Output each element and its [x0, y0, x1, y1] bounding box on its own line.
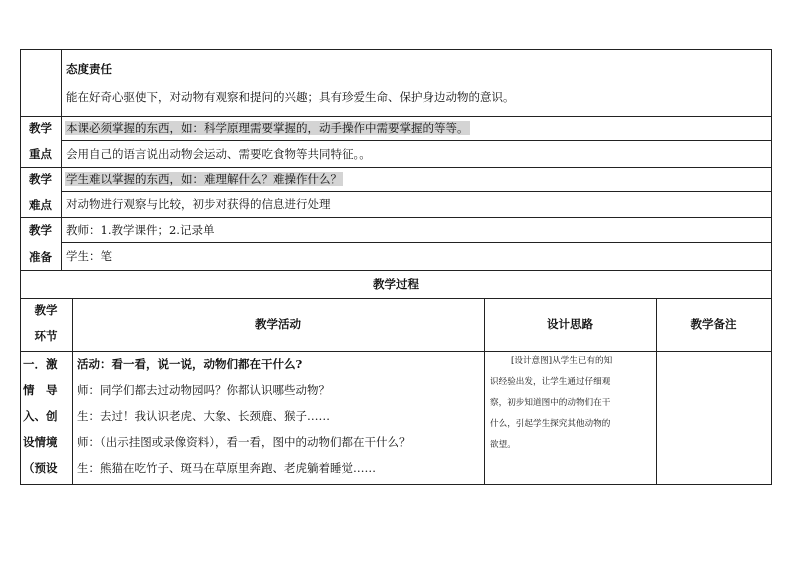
- stage-line: 一．激: [23, 357, 58, 371]
- header-link-2: 环节: [34, 329, 58, 343]
- header-notes: 教学备注: [690, 317, 737, 331]
- difficulty-label-1: 教学: [29, 172, 52, 186]
- design-line: 识经验出发，让学生通过仔细观: [490, 377, 611, 387]
- prep-label-2: 准备: [29, 250, 52, 264]
- key-highlight-text: 本课必须掌握的东西，如：科学原理需要掌握的，动手操作中需要掌握的等等。: [66, 121, 469, 135]
- table-border: [61, 140, 772, 141]
- activity-line: 师：同学们都去过动物园吗？你都认识哪些动物？: [77, 383, 330, 397]
- process-title: 教学过程: [373, 277, 419, 291]
- design-line: [设计意图]从学生已有的知: [511, 356, 613, 366]
- table-border: [20, 484, 772, 485]
- prep-student: 学生：笔: [66, 249, 112, 263]
- table-border: [771, 49, 772, 485]
- design-line: 欲望。: [490, 440, 516, 450]
- attitude-text: 能在好奇心驱使下，对动物有观察和提问的兴趣；具有珍爱生命、保护身边动物的意识。: [66, 90, 515, 104]
- prep-teacher: 教师：1.教学课件；2.记录单: [66, 223, 215, 237]
- stage-line: （预设: [23, 461, 58, 475]
- table-border: [61, 191, 772, 192]
- difficulty-label-2: 难点: [29, 198, 52, 212]
- key-highlight: [65, 120, 470, 136]
- table-border: [20, 167, 772, 168]
- design-line: 察，初步知道图中的动物们在干: [490, 398, 611, 408]
- stage-line: 设情境: [23, 435, 58, 449]
- stage-line: 情 导: [23, 383, 58, 397]
- table-border: [20, 49, 772, 50]
- activity-title: 活动：看一看，说一说，动物们都在干什么?: [77, 357, 303, 371]
- header-link-1: 教学: [34, 303, 58, 317]
- prep-label-1: 教学: [29, 223, 52, 237]
- key-label-2: 重点: [29, 147, 52, 161]
- difficulty-highlight-text: 学生难以掌握的东西，如：难理解什么？难操作什么？: [66, 172, 342, 186]
- difficulty-highlight: [65, 171, 343, 187]
- table-border: [20, 49, 21, 485]
- stage-line: 入、创: [23, 409, 58, 423]
- table-border: [20, 116, 772, 117]
- header-design: 设计思路: [547, 317, 593, 331]
- activity-line: 生：去过！我认识老虎、大象、长颈鹿、猴子……: [77, 409, 330, 423]
- table-border: [61, 242, 772, 243]
- activity-line: 生：熊猫在吃竹子、斑马在草原里奔跑、老虎躺着睡觉……: [77, 461, 376, 475]
- header-activity: 教学活动: [255, 317, 301, 331]
- activity-line: 师：（出示挂图或录像资料），看一看，图中的动物们都在干什么？: [77, 435, 411, 449]
- table-border: [20, 298, 772, 299]
- table-border: [20, 270, 772, 271]
- table-border: [20, 351, 772, 352]
- difficulty-content: 对动物进行观察与比较，初步对获得的信息进行处理: [66, 197, 331, 211]
- design-line: 什么，引起学生探究其他动物的: [490, 419, 611, 429]
- table-border: [20, 217, 772, 218]
- key-label-1: 教学: [29, 121, 52, 135]
- attitude-title: 态度责任: [66, 62, 112, 76]
- table-border: [61, 49, 62, 271]
- key-content: 会用自己的语言说出动物会运动、需要吃食物等共同特征。。: [66, 147, 371, 161]
